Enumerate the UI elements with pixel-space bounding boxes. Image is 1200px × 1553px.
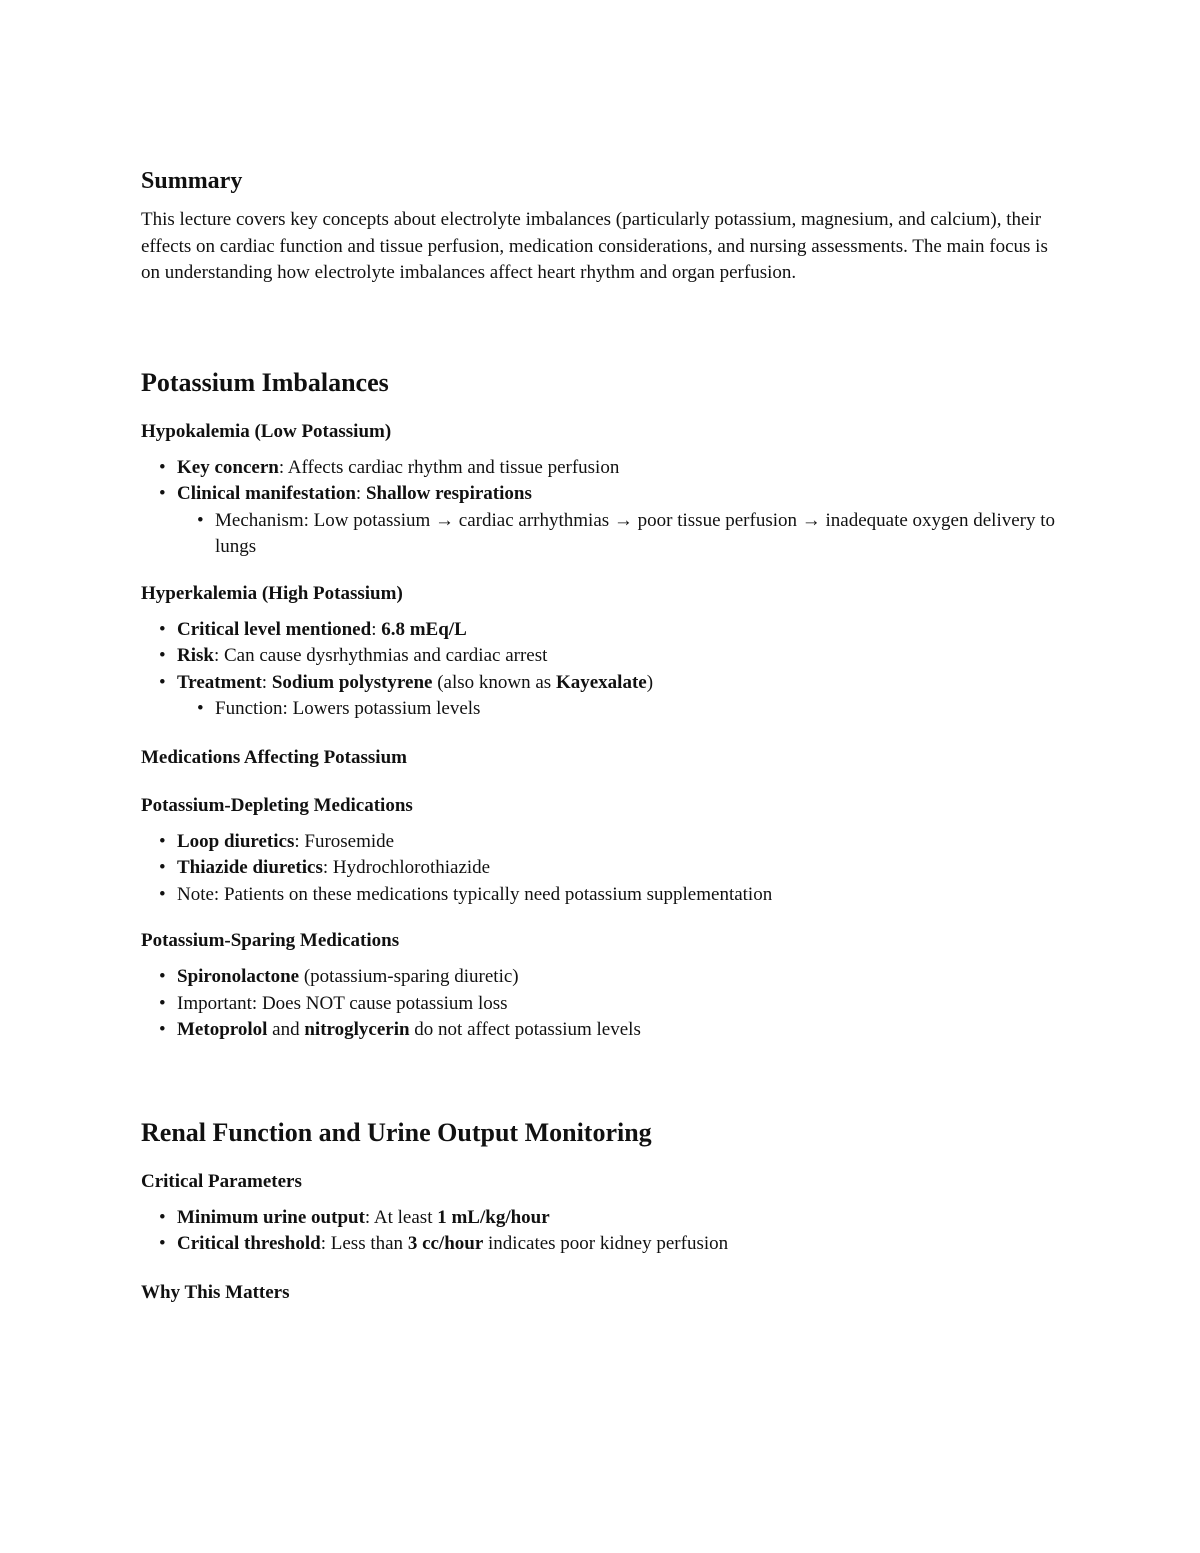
treatment-sep: : (261, 671, 272, 693)
critical-params-heading: Critical Parameters (141, 1170, 302, 1192)
list-item: • Loop diuretics: Furosemide (159, 830, 395, 852)
list-item: • Treatment: Sodium polystyrene (also known as Kayexalate) • Function: Lowers potassium levels (159, 670, 1061, 723)
function-text: Function: Lowers potassium levels (215, 698, 481, 719)
risk-text: : Can cause dysrhythmias and cardiac arrest (213, 645, 548, 666)
why-heading: Why This Matters (141, 1281, 290, 1303)
min-output-value: 1 mL/kg/hour (437, 1206, 550, 1228)
list-item: • Risk: Can cause dysrhythmias and cardiac arrest (159, 645, 548, 666)
treatment-brand: Kayexalate (555, 671, 647, 693)
hyperkalemia-list (141, 617, 1061, 723)
clinical-value: Shallow respirations (365, 483, 532, 504)
spironolactone-text: (potassium-sparing diuretic) (299, 966, 519, 987)
renal-list (141, 1205, 1061, 1258)
hyperkalemia-heading: Hyperkalemia (High Potassium) (141, 582, 403, 604)
loop-label: Loop diuretics (177, 830, 295, 852)
note-text: Note: Patients on these medications typically need potassium supplementation (177, 883, 773, 905)
renal-heading: Renal Function and Urine Output Monitoring (141, 1117, 652, 1147)
mechanism-text: Mechanism: Low potassium → cardiac arrhythmias → poor tissue perfusion → inadequate oxygen delivery to lungs (215, 509, 1056, 557)
potassium-heading: Potassium Imbalances (141, 367, 389, 397)
min-output-text: : At least (364, 1206, 438, 1228)
summary-heading: Summary (141, 168, 243, 194)
list-item: • Mechanism: Low potassium → cardiac arrhythmias → poor tissue perfusion → inadequate oxygen delivery to lungs (197, 509, 1056, 557)
depleting-heading: Potassium-Depleting Medications (141, 794, 413, 816)
hypokalemia-list (141, 455, 1061, 561)
key-concern-text: : Affects cardiac rhythm and tissue perfusion (278, 456, 620, 478)
thiazide-label: Thiazide diuretics (177, 857, 323, 878)
critical-level-value: 6.8 mEq/L (381, 618, 467, 640)
metoprolol-label: Metoprolol (177, 1019, 268, 1040)
threshold-value: 3 cc/hour (407, 1233, 484, 1254)
critical-level-label: Critical level mentioned (177, 618, 372, 640)
list-item: • Clinical manifestation: Shallow respirations • Mechanism: Low potassium → cardiac arrhythmias → poor tissue perfusion → inadequate oxygen delivery to lungs (159, 481, 1061, 561)
critical-level-sep: : (371, 618, 382, 640)
list-item: • Key concern: Affects cardiac rhythm and tissue perfusion (159, 456, 620, 478)
list-item: • Critical level mentioned: 6.8 mEq/L (159, 618, 467, 640)
clinical-sublist (177, 508, 1061, 561)
thiazide-text: : Hydrochlorothiazide (322, 857, 491, 878)
treatment-sublist (177, 696, 1061, 723)
list-item: • Function: Lowers potassium levels (197, 698, 481, 719)
threshold-label: Critical threshold (177, 1233, 321, 1254)
and-text: and (267, 1019, 305, 1040)
hypokalemia-heading: Hypokalemia (Low Potassium) (141, 420, 392, 442)
important-text: Important: Does NOT cause potassium loss (177, 992, 508, 1014)
clinical-sep: : (355, 483, 366, 504)
list-item: • Metoprolol and nitroglycerin do not affect potassium levels (159, 1019, 641, 1040)
list-item: • Important: Does NOT cause potassium loss (159, 992, 508, 1014)
document-page (141, 165, 1061, 1306)
threshold-text: : Less than (320, 1233, 408, 1254)
depleting-list (141, 829, 1061, 909)
min-output-label: Minimum urine output (177, 1206, 365, 1228)
treatment-drug: Sodium polystyrene (271, 671, 433, 693)
list-item: • Thiazide diuretics: Hydrochlorothiazide (159, 857, 491, 878)
nitroglycerin-label: nitroglycerin (304, 1019, 410, 1040)
list-item: • Minimum urine output: At least 1 mL/kg/hour (159, 1206, 550, 1228)
sparing-list (141, 964, 1061, 1044)
loop-text: : Furosemide (294, 830, 395, 852)
treatment-close: ) (646, 671, 654, 693)
list-item: • Spironolactone (potassium-sparing diuretic) (159, 966, 519, 987)
threshold-tail: indicates poor kidney perfusion (483, 1233, 729, 1254)
key-concern-label: Key concern (177, 456, 279, 478)
treatment-label: Treatment (177, 671, 262, 693)
clinical-label: Clinical manifestation (177, 483, 356, 504)
list-item: • Note: Patients on these medications typically need potassium supplementation (159, 883, 773, 905)
treatment-aka: (also known as (432, 671, 556, 693)
list-item: • Critical threshold: Less than 3 cc/hour indicates poor kidney perfusion (159, 1233, 729, 1254)
nitroglycerin-text: do not affect potassium levels (409, 1019, 641, 1040)
medications-heading: Medications Affecting Potassium (141, 746, 407, 768)
sparing-heading: Potassium-Sparing Medications (141, 930, 400, 951)
summary-paragraph: This lecture covers key concepts about electrolyte imbalances (particularly potassium, magnesium, and calcium), their effects on cardiac function and tissue perfusion, medication considerations, and nursing assessments. The main focus is on understanding how electrolyte imbalances affect heart rhythm and organ perfusion. (141, 209, 1048, 283)
risk-label: Risk (177, 645, 214, 666)
spironolactone-label: Spironolactone (177, 966, 300, 987)
